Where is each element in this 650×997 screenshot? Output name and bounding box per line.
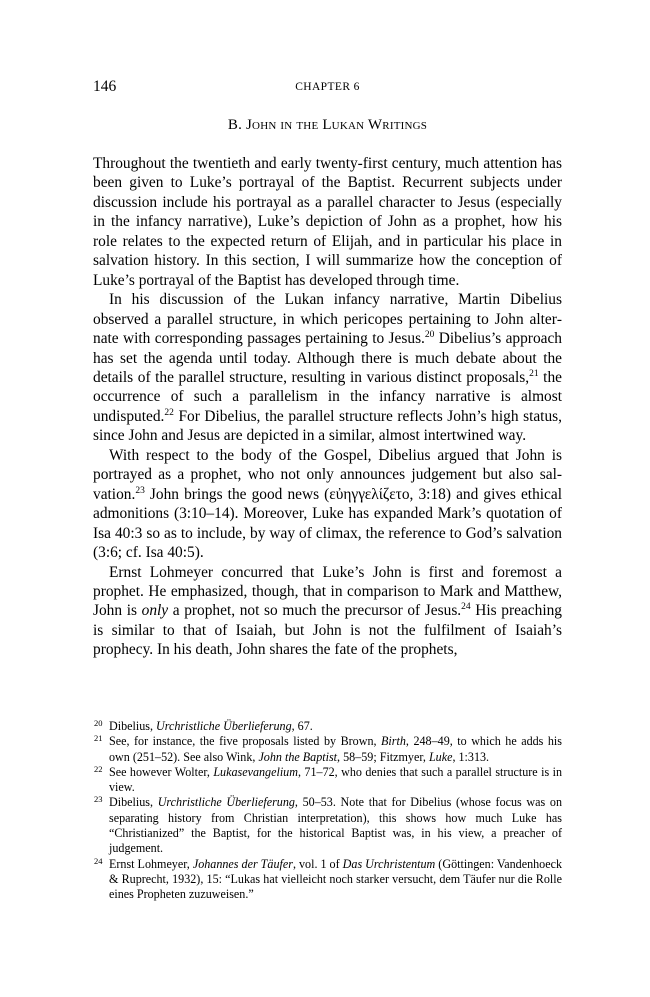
italic-text: Lukasevangelium <box>213 764 298 779</box>
paragraph: Throughout the twentieth and early twenty-first century, much attention has been given to Luke’s portrayal of the Baptist. Recurrent subjects under discussion include his portrayal as a parallel character to Jesus (especially in the infancy narrative), Luke’s depiction of John as a prophet, how his role relates to the expected return of Elijah, and in particular his place in salvation history. In this section, I will summarize how the conception of Luke’s portrayal of the Baptist has developed through time. <box>93 155 562 289</box>
footnote-number: 20 <box>94 718 103 728</box>
italic-text: only <box>141 602 169 620</box>
paragraph: In his discussion of the Lukan infancy narrative, Martin Dibelius observed a parallel structure, in which pericopes pertaining to John alternate with corresponding passages pertaining to Jesus.$^{20}$ Dibelius’s approach has set the agenda until today. Although there is much debate about the details of the parallel structure, resulting in various distinct proposals,$^{21}$ the occurrence of such a parallelism in the infancy narrative is almost undisputed.$^{22}$ For Dibelius, the parallel structure reflects John’s high status, since John and Jesus are depicted in a similar, almost intertwined way. <box>93 291 562 445</box>
italic-text: Luke <box>428 749 453 764</box>
page-number: 146 <box>93 78 117 95</box>
paragraph: Ernst Lohmeyer concurred that Luke’s John is first and foremost a prophet. He emphasized, though, that in comparison to Mark and Matthew, John is only a prophet, not so much the precursor of Jesus.$^{24}$ His preaching is similar to that of Isaiah, but John is not the fulfilment of Isaiah’s prophecy. In his death, John shares the fate of the prophets, <box>93 563 562 659</box>
footnote-number: 22 <box>94 763 103 774</box>
footnote-text: Dibelius, Urchristliche Überlieferung, 67. <box>109 719 313 733</box>
italic-text: John the Baptist <box>258 749 338 764</box>
italic-text: Urchristliche Überlieferung <box>157 795 295 810</box>
footnote <box>93 795 562 856</box>
footnote-reference: 20 <box>424 330 435 341</box>
footnote <box>93 734 562 765</box>
italic-text: Birth <box>381 734 406 749</box>
footnote-text: Ernst Lohmeyer, Johannes der Täufer, vol. 1 of Das Urchristentum (Göttingen: Vandenhoeck & Ruprecht, 1932), 15: “Lukas hat vielleicht noch starker versucht, dem Täufer nur die Rolle eines Propheten zuzuweisen.” <box>109 856 563 902</box>
chapter-label: CHAPTER 6 <box>295 81 360 93</box>
section-heading: B. John in the Lukan Writings <box>227 117 428 133</box>
footnote <box>93 765 562 796</box>
footnote-text: See however Wolter, Lukasevangelium, 71–72, who denies that such a parallel structure is in view. <box>109 764 562 795</box>
footnote <box>93 719 562 734</box>
footnote-reference: 23 <box>135 485 145 496</box>
footnote <box>93 857 562 903</box>
footnotes <box>93 719 562 903</box>
italic-text: Urchristliche Überlieferung <box>156 719 292 733</box>
footnote-reference: 21 <box>529 368 539 379</box>
footnote-text: Dibelius, Urchristliche Überlieferung, 50–53. Note that for Dibelius (whose focus was on separating history from Christian interpretation), this shows how much Luke has “Christianized” the Baptist, for the historical Baptist was, in his view, a preacher of judgement. <box>109 795 562 856</box>
footnote-text: See, for instance, the five proposals listed by Brown, Birth, 248–49, to which he adds his own (251–52). See also Wink, John the Baptist, 58–59; Fitzmyer, Luke, 1:313. <box>109 734 562 764</box>
body-text <box>93 154 562 660</box>
paragraph: With respect to the body of the Gospel, Dibelius argued that John is portrayed as a prophet, who not only announces judgement but also salvation.$^{23}$ John brings the good news (εὐηγγελίζετο, 3:18) and gives ethical admonitions (3:10–14). Moreover, Luke has expanded Mark’s quotation of Isa 40:3 so as to include, by way of climax, the reference to God’s salvation (3:6; cf. Isa 40:5). <box>93 446 562 562</box>
running-head <box>93 78 562 98</box>
footnote-number: 21 <box>94 733 103 744</box>
italic-text: Das Urchristentum <box>342 856 436 871</box>
italic-text: Johannes der Täufer <box>192 856 293 871</box>
footnote-reference: 22 <box>164 407 174 418</box>
footnote-number: 24 <box>94 855 103 866</box>
footnote-reference: 24 <box>461 602 471 613</box>
footnote-number: 23 <box>94 794 103 805</box>
